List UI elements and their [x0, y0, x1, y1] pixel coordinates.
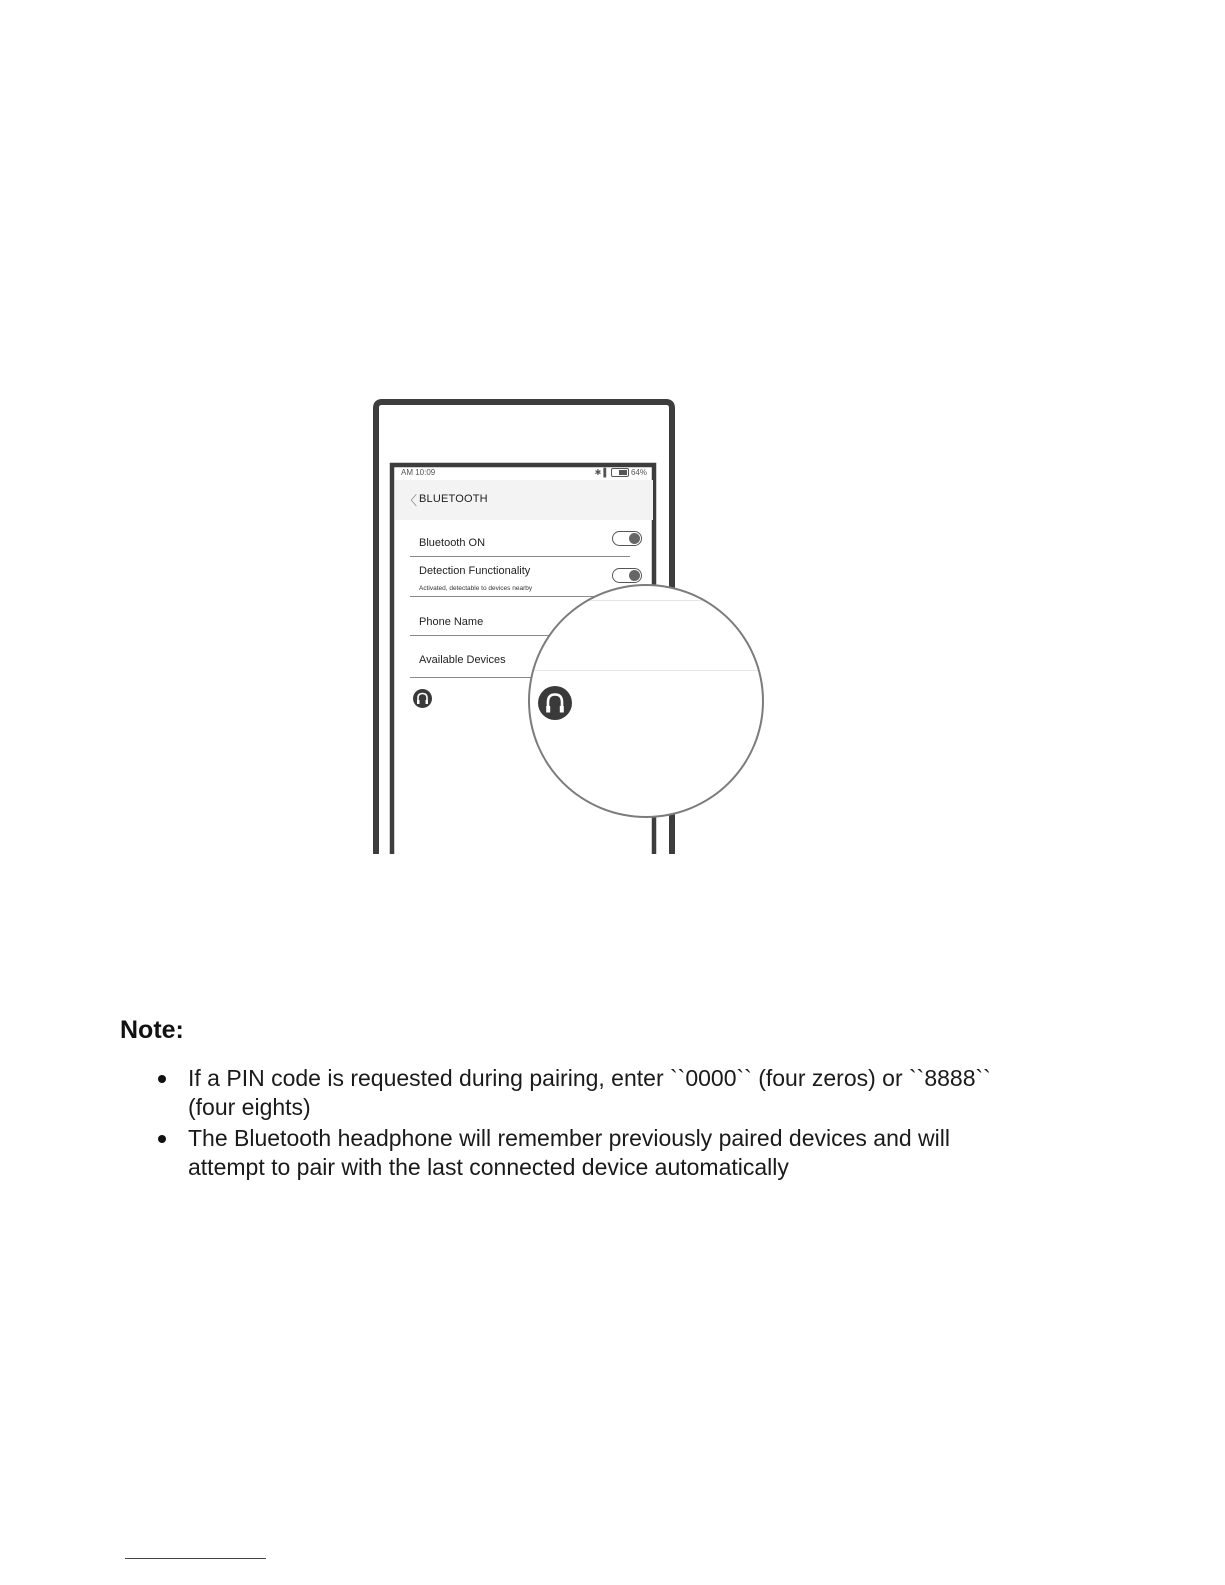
toggle-knob	[629, 570, 640, 581]
divider	[530, 600, 764, 601]
note-title: Note:	[120, 1016, 184, 1044]
note-line: If a PIN code is requested during pairing, enter ``0000`` (four zeros) or ``8888``	[188, 1065, 991, 1091]
list-item	[150, 1064, 1110, 1122]
footnote-rule	[125, 1558, 266, 1559]
bullet-icon	[158, 1075, 166, 1083]
note-line: attempt to pair with the last connected device automatically	[188, 1154, 789, 1180]
headphone-icon[interactable]	[413, 689, 432, 708]
bluetooth-toggle[interactable]	[612, 531, 642, 546]
divider	[530, 670, 764, 671]
page-title: BLUETOOTH	[419, 493, 488, 505]
battery-percent: 64%	[630, 468, 647, 477]
row-label: Bluetooth ON	[419, 537, 486, 549]
headphone-icon[interactable]	[538, 686, 572, 720]
status-indicators	[595, 468, 647, 477]
detection-toggle[interactable]	[612, 568, 642, 583]
chevron-left-icon[interactable]: 〈	[404, 493, 418, 508]
row-label: Detection Functionality	[419, 565, 531, 577]
detection-functionality-row[interactable]	[410, 558, 630, 597]
note-list	[150, 1064, 1110, 1184]
row-label: Available Devices	[419, 654, 506, 666]
status-time: AM 10:09	[401, 468, 436, 477]
row-sublabel: Activated, detectable to devices nearby	[419, 585, 533, 592]
screen-header	[395, 480, 653, 520]
status-bar	[395, 466, 653, 480]
toggle-knob	[629, 533, 640, 544]
battery-icon	[611, 468, 629, 477]
row-label: Phone Name	[419, 616, 484, 628]
list-item	[150, 1124, 1110, 1182]
note-line: (four eights)	[188, 1094, 311, 1120]
bluetooth-on-row[interactable]	[410, 528, 630, 557]
bullet-icon	[158, 1135, 166, 1143]
note-line: The Bluetooth headphone will remember previously paired devices and will	[188, 1125, 950, 1151]
signal-icon: ▌	[603, 468, 609, 477]
magnifier-circle	[528, 584, 764, 818]
bluetooth-icon: ✱	[594, 468, 602, 477]
